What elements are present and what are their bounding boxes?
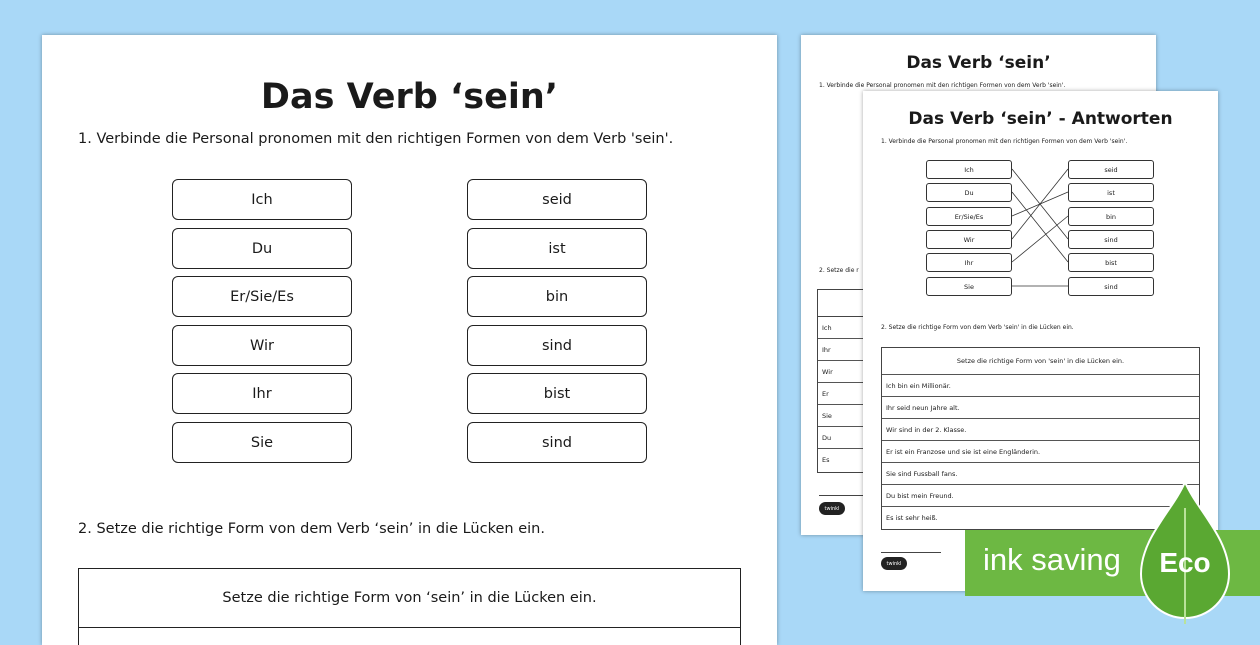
page-title: Das Verb ‘sein’ (260, 77, 559, 117)
preview-row: Ich (818, 317, 878, 339)
preview-row: Er (818, 383, 878, 405)
answer-pronoun-box: Ihr (926, 253, 1012, 272)
ink-saving-label: ink saving (983, 542, 1121, 577)
twinkl-logo: twinkl (881, 557, 907, 570)
answer-sentence: Du bist mein Freund. (882, 485, 1199, 507)
preview-row: Es (822, 456, 830, 464)
verb-form-box: seid (467, 179, 647, 220)
preview-row: Ihr (818, 339, 878, 361)
footer-line (819, 495, 864, 496)
pronoun-box: Wir (172, 325, 352, 366)
pronoun-box: Sie (172, 422, 352, 463)
answer-sentence: Er ist ein Franzose und sie ist eine Engländerin. (882, 441, 1199, 463)
answer-verb-box: sind (1068, 277, 1154, 296)
preview-row: Wir (818, 361, 878, 383)
pronoun-box: Ihr (172, 373, 352, 414)
matching-lines (863, 91, 1218, 311)
twinkl-logo: twinkl (819, 502, 845, 515)
answer-pronoun-box: Er/Sie/Es (926, 207, 1012, 226)
answer-question-2: 2. Setze die richtige Form von dem Verb 'sein' in die Lücken ein. (881, 324, 1074, 331)
answer-verb-box: ist (1068, 183, 1154, 202)
eco-badge-label: Eco (1159, 547, 1211, 578)
question-2: 2. Setze die richtige Form von dem Verb ‘sein’ in die Lücken ein. (78, 521, 545, 537)
preview-question-1: 1. Verbinde die Personal pronomen mit den richtigen Formen von dem Verb 'sein'. (819, 82, 1066, 89)
pronoun-box: Er/Sie/Es (172, 276, 352, 317)
answer-sentence: Ihr seid neun Jahre alt. (882, 397, 1199, 419)
match-line (1012, 192, 1068, 262)
verb-form-box: sind (467, 325, 647, 366)
answer-verb-box: sind (1068, 230, 1154, 249)
pronoun-box: Ich (172, 179, 352, 220)
table-header: Setze die richtige Form von ‘sein’ in die Lücken ein. (79, 569, 740, 628)
answer-sentence: Sie sind Fussball fans. (882, 463, 1199, 485)
preview-title: Das Verb ‘sein’ (906, 53, 1051, 73)
answer-verb-box: bin (1068, 207, 1154, 226)
answer-pronoun-box: Ich (926, 160, 1012, 179)
answer-verb-box: bist (1068, 253, 1154, 272)
verb-form-box: bin (467, 276, 647, 317)
answer-sentence: Wir sind in der 2. Klasse. (882, 419, 1199, 441)
answer-pronoun-box: Du (926, 183, 1012, 202)
verb-form-box: ist (467, 228, 647, 269)
answer-pronoun-box: Sie (926, 277, 1012, 296)
footer-line (881, 552, 941, 553)
answer-table-header: Setze die richtige Form von 'sein' in die Lücken ein. (882, 348, 1199, 375)
answer-pronoun-box: Wir (926, 230, 1012, 249)
answer-verb-box: seid (1068, 160, 1154, 179)
answer-question-1: 1. Verbinde die Personal pronomen mit den richtigen Formen von dem Verb 'sein'. (881, 138, 1128, 145)
fill-in-table (78, 568, 741, 645)
preview-question-2: 2. Setze die r (819, 267, 859, 274)
eco-drop-icon (1133, 478, 1237, 628)
match-line (1012, 216, 1068, 262)
question-1: 1. Verbinde die Personal pronomen mit den richtigen Formen von dem Verb 'sein'. (78, 131, 674, 147)
answer-sentence: Es ist sehr heiß. (886, 514, 938, 522)
preview-row: Sie (818, 405, 878, 427)
answer-title: Das Verb ‘sein’ - Antworten (908, 109, 1173, 129)
main-worksheet (42, 35, 777, 645)
preview-row: Du (818, 427, 878, 449)
pronoun-box: Du (172, 228, 352, 269)
answer-sentence: Ich bin ein Millionär. (882, 375, 1199, 397)
verb-form-box: bist (467, 373, 647, 414)
verb-form-box: sind (467, 422, 647, 463)
